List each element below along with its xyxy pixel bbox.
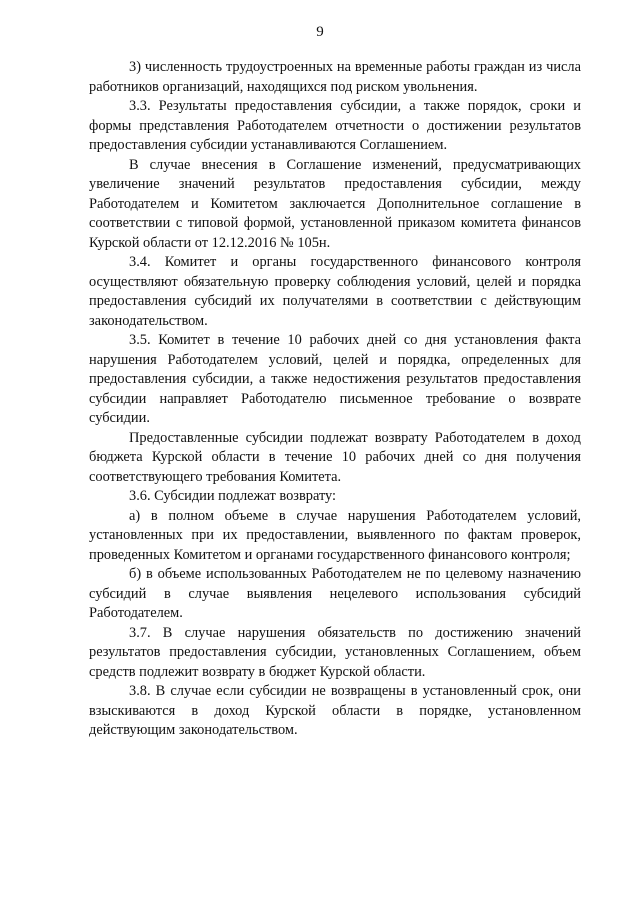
page-number: 9 <box>316 24 324 40</box>
paragraph-3-8: 3.8. В случае если субсидии не возвращены в установленный срок, они взыскиваются в доход Курской области в порядке, установленном действующим законодательством. <box>89 683 581 738</box>
paragraph-3-3: 3.3. Результаты предоставления субсидии, а также порядок, сроки и формы представления Работодателем отчетности о достижении результатов предоставления субсидии устанавливаются Соглашением. <box>89 98 581 153</box>
paragraph-3-4: 3.4. Комитет и органы государственного финансового контроля осуществляют обязательную проверку соблюдения условий, целей и порядка предоставления субсидий их получателями в соответствии с действующим законодательством. <box>89 254 581 329</box>
paragraph-3-7: 3.7. В случае нарушения обязательств по достижению значений результатов предоставления субсидии, установленных Соглашением, объем средств подлежит возврату в бюджет Курской области. <box>89 624 581 680</box>
paragraph-3-5: 3.5. Комитет в течение 10 рабочих дней со дня установления факта нарушения Работодателем условий, целей и порядка, определенных для предоставления субсидии, а также недостижения результатов предоставления субсидии направляет Работодателю письменное требование о возврате субсидии. <box>89 332 581 426</box>
paragraph-3-6: 3.6. Субсидии подлежат возврату: <box>129 488 337 504</box>
paragraph-refund-deadline: Предоставленные субсидии подлежат возврату Работодателем в доход бюджета Курской области в течение 10 рабочих дней со дня получения соответствующего требования Комитета. <box>89 429 581 485</box>
paragraph-3-6-b: б) в объеме использованных Работодателем не по целевому назначению субсидий в случае выявления нецелевого использования субсидий Работодателем. <box>89 566 581 621</box>
paragraph-item-3-workers: 3) численность трудоустроенных на временные работы граждан из числа работников организаций, находящихся под риском увольнения. <box>89 59 581 95</box>
paragraph-3-6-a: а) в полном объеме в случае нарушения Работодателем условий, установленных при их предоставлении, выявленного по фактам проверок, проведенных Комитетом и органами государственного финансового контроля; <box>89 507 581 563</box>
document-body <box>89 58 581 741</box>
paragraph-agreement-changes: В случае внесения в Соглашение изменений, предусматривающих увеличение значений результатов предоставления субсидии, между Работодателем и Комитетом заключается Дополнительное соглашение в соответствии с типовой формой, установленной приказом комитета финансов Курской области от 12.12.2016 № 105н. <box>89 156 581 251</box>
